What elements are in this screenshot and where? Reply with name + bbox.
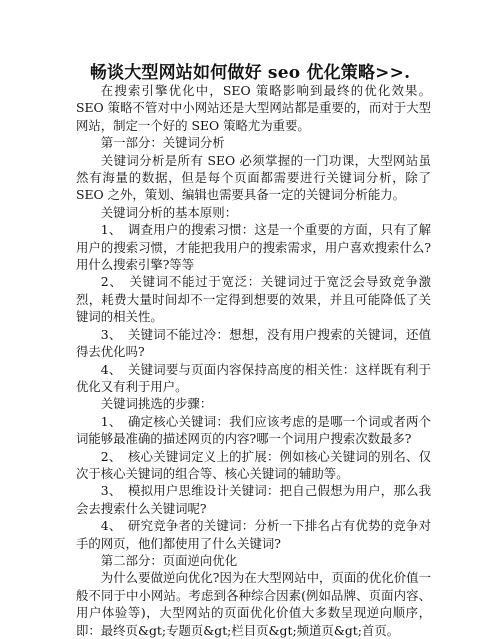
list-item-step-3: 3、 模拟用户思维设计关键词：把自己假想为用户，那么我会去搜索什么关键词呢?: [76, 483, 431, 516]
list-item-principle-2: 2、 关键词不能过于宽泛：关键词过于宽泛会导致竞争激烈，耗费大量时间却不一定得到想要的效果，并且可能降低了关键词的相关性。: [76, 274, 431, 325]
heading-part-one: 第一部分：关键词分析: [100, 135, 225, 151]
paragraph-intro: 在搜索引擎优化中，SEO 策略影响到最终的优化效果。SEO 策略不管对中小网站还是大型网站都是重要的，而对于大型网站，制定一个好的 SEO 策略尤为重要。: [76, 83, 431, 133]
document-body: [76, 82, 431, 639]
list-item-principle-1: 1、 调查用户的搜索习惯：这是一个重要的方面，只有了解用户的搜索习惯，才能把我用户的搜索需求，用户喜欢搜索什么?用什么搜索引擎?等等: [76, 222, 431, 273]
list-item-step-1: 1、 确定核心关键词：我们应该考虑的是哪一个词或者两个词能够最准确的描述网页的内容?哪一个词用户搜索次数最多?: [76, 413, 431, 447]
document-title: 畅谈大型网站如何做好 seo 优化策略>>.: [89, 63, 411, 83]
heading-steps: 关键词挑选的步骤：: [100, 396, 213, 412]
list-item-step-4: 4、 研究竞争者的关键词：分析一下排名占有优势的竞争对手的网页，他们都使用了什么关键词?: [76, 518, 431, 551]
heading-principles: 关键词分析的基本原则：: [100, 204, 238, 220]
paragraph-reverse-optimization: 为什么要做逆向优化?因为在大型网站中，页面的优化价值一般不同于中小网站。考虑到各种综合因素(例如品牌、页面内容、用户体验等)，大型网站的页面优化价值大多数呈现逆向顺序，即：最终页&gt;专题页&gt;栏目页&gt;频道页&gt;首页。: [76, 570, 431, 638]
list-item-step-2: 2、 核心关键词定义上的扩展：例如核心关键词的别名、仅次于核心关键词的组合等、核心关键词的辅助等。: [76, 448, 431, 481]
list-item-principle-4: 4、 关键词要与页面内容保持高度的相关性：这样既有利于优化又有利于用户。: [76, 361, 431, 394]
list-item-principle-3: 3、 关键词不能过冷：想想，没有用户搜索的关键词，还值得去优化吗?: [76, 326, 431, 360]
paragraph-keyword-analysis: 关键词分析是所有 SEO 必须掌握的一门功课，大型网站虽然有海量的数据，但是每个页面都需要进行关键词分析，除了 SEO 之外，策划、编辑也需要具备一定的关键词分析能力。: [76, 152, 431, 203]
heading-part-two: 第二部分：页面逆向优化: [100, 552, 238, 568]
